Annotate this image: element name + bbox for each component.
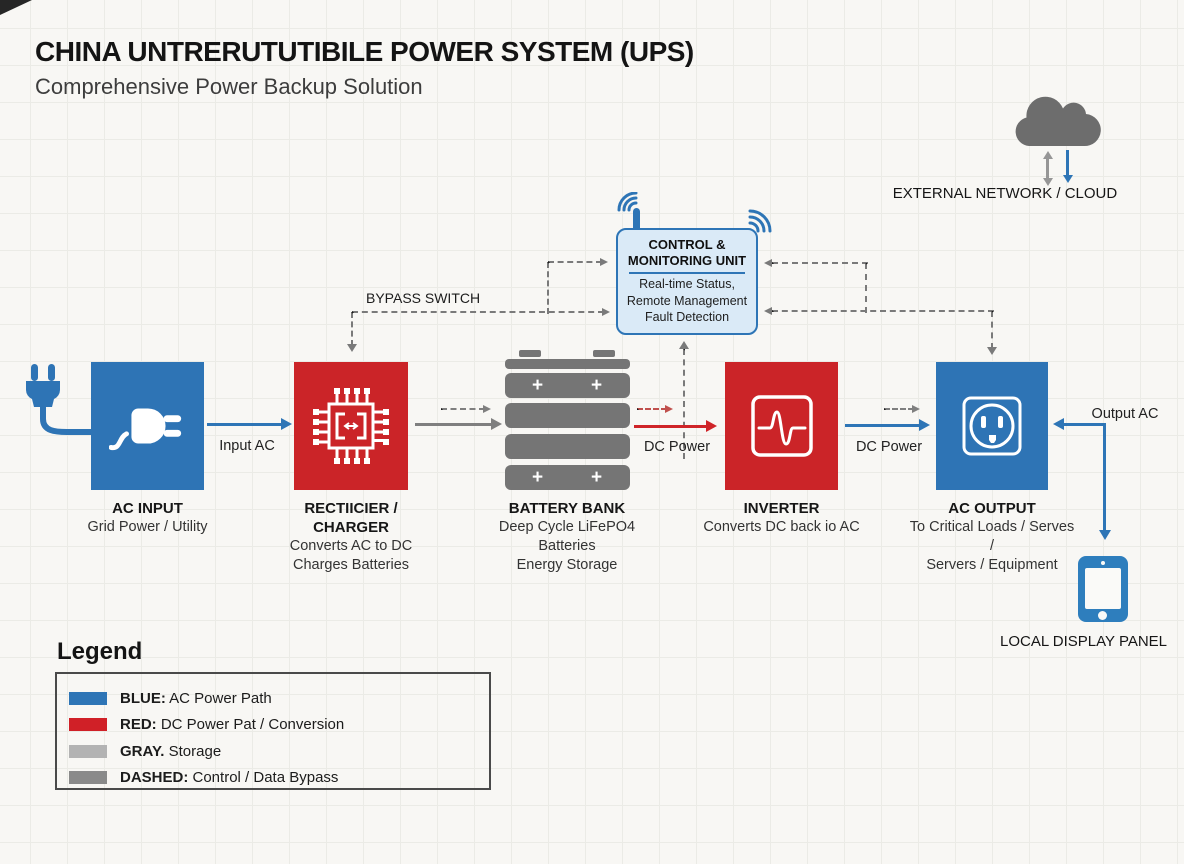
node-ac-output: [936, 362, 1048, 490]
node-rectifier-charger: [294, 362, 408, 490]
control-unit-title: CONTROL & MONITORING UNIT: [627, 237, 747, 268]
flow-arrowhead-to-display: [1099, 530, 1111, 540]
bypass-arrowhead-into-control: [602, 308, 610, 316]
legend-row-red: RED: DC Power Pat / Conversion: [69, 712, 489, 739]
flow-arrowhead-dc-power-1: [706, 420, 717, 432]
flow-label-dc-power-2: DC Power: [855, 439, 923, 455]
flow-label-output-ac: Output AC: [1091, 406, 1159, 422]
flow-line-input-ac: [207, 423, 281, 426]
tablet-home-button: [1098, 611, 1107, 620]
flow-arrowhead-output-ac: [1053, 418, 1064, 430]
control-arrowhead-left-upper: [600, 258, 608, 266]
battery-plus: +: [591, 467, 603, 488]
tablet-icon: [1078, 556, 1128, 622]
flow-line-output-ac-horizontal: [1064, 423, 1106, 426]
display-panel-label: LOCAL DISPLAY PANEL: [1000, 633, 1168, 650]
control-unit-feature: Fault Detection: [644, 310, 730, 324]
battery-bar: [505, 359, 630, 369]
control-monitoring-unit: [616, 228, 758, 335]
bypass-arrowhead-into-rectifier: [347, 344, 357, 352]
control-line-left-branch-horizontal: [548, 261, 602, 263]
battery-bank-icon: [505, 350, 630, 491]
wall-plug-icon: [18, 362, 94, 446]
battery-plus: +: [532, 375, 544, 396]
control-line-right-lower: [772, 310, 994, 312]
legend-swatch-dashed: [69, 771, 107, 784]
cloud-label: EXTERNAL NETWORK / CLOUD: [892, 185, 1118, 202]
tablet-camera-dot: [1101, 561, 1105, 565]
page-subtitle: Comprehensive Power Backup Solution: [35, 74, 423, 99]
control-line-right-branch-vertical: [865, 263, 867, 313]
flow-line-rectifier-battery: [415, 423, 491, 426]
bypass-line-horizontal: [352, 311, 604, 313]
node-label-ac-input: AC INPUT Grid Power / Utility: [87, 500, 208, 535]
node-label-battery: BATTERY BANK Deep Cycle LiFePO4 Batteries Energy Storage: [498, 500, 636, 573]
cloud-icon: [1008, 88, 1104, 150]
node-label-rectifier: RECTIICIER / CHARGER Converts AC to DC Charges Batteries: [289, 500, 413, 573]
legend-swatch-red: [69, 718, 107, 731]
control-arrowhead-right-upper: [764, 259, 772, 267]
bypass-line-to-rectifier: [351, 312, 353, 346]
flow-line-dc-power-1: [634, 425, 706, 428]
legend-box: [55, 672, 491, 790]
control-line-right-upper: [772, 262, 868, 264]
control-arrowhead-right-lower: [764, 307, 772, 315]
control-line-to-ac-output: [991, 311, 993, 349]
control-arrowhead-into-ac-output: [987, 347, 997, 355]
battery-bar: [505, 373, 630, 398]
outlet-icon: [952, 386, 1032, 466]
page-title: CHINA UNTRERUTUTIBILE POWER SYSTEM (UPS): [35, 36, 694, 67]
control-unit-feature: Real-time Status,: [639, 277, 735, 291]
legend-swatch-blue: [69, 692, 107, 705]
dashed-line-inverter-output: [884, 408, 914, 410]
flow-line-dc-power-2: [845, 424, 919, 427]
legend-row-gray: GRAY. Storage: [69, 738, 489, 765]
battery-terminal: [593, 350, 615, 357]
page-corner-mark: [0, 0, 32, 15]
flow-arrowhead-rectifier-battery: [491, 418, 502, 430]
battery-bar: [505, 434, 630, 459]
cloud-down-arrowhead: [1063, 175, 1073, 183]
node-label-ac-output: AC OUTPUT To Critical Loads / Serves / Servers / Equipment: [909, 500, 1075, 573]
battery-to-control-arrowhead: [679, 341, 689, 349]
flow-arrowhead-dc-power-2: [919, 419, 930, 431]
battery-bar: [505, 403, 630, 428]
node-ac-input: [91, 362, 204, 490]
control-unit-feature: Remote Management: [626, 293, 748, 308]
control-unit-divider: [629, 272, 745, 274]
battery-terminal: [519, 350, 541, 357]
dashed-arrowhead-inverter-output: [912, 405, 920, 413]
flow-label-input-ac: Input AC: [219, 438, 275, 454]
node-inverter: [725, 362, 838, 490]
cloud-sync-up-arrowhead: [1043, 151, 1053, 159]
plug-icon: [109, 387, 187, 465]
dashed-line-rectifier-battery: [441, 408, 485, 410]
flow-arrowhead-input-ac: [281, 418, 292, 430]
battery-bar: [505, 465, 630, 490]
flow-label-dc-power-1: DC Power: [643, 439, 711, 455]
legend-row-blue: BLUE: AC Power Path: [69, 685, 489, 712]
sine-wave-icon: [744, 388, 820, 464]
dashed-arrowhead-battery-inverter: [665, 405, 673, 413]
control-line-left-branch-vertical: [547, 262, 549, 314]
legend-title: Legend: [57, 638, 143, 665]
legend-swatch-gray: [69, 745, 107, 758]
dashed-line-battery-inverter: [637, 408, 667, 410]
dashed-arrowhead-rectifier-battery: [483, 405, 491, 413]
chip-icon: [309, 384, 393, 468]
tablet-screen: [1085, 568, 1121, 609]
cloud-down-line: [1066, 150, 1069, 176]
battery-plus: +: [591, 375, 603, 396]
node-label-inverter: INVERTER Converts DC back io AC: [703, 500, 860, 535]
battery-plus: +: [532, 467, 544, 488]
bypass-switch-label: BYPASS SWITCH: [366, 290, 481, 306]
flow-line-output-ac-vertical: [1103, 423, 1106, 530]
legend-row-dashed: DASHED: Control / Data Bypass: [69, 765, 489, 792]
